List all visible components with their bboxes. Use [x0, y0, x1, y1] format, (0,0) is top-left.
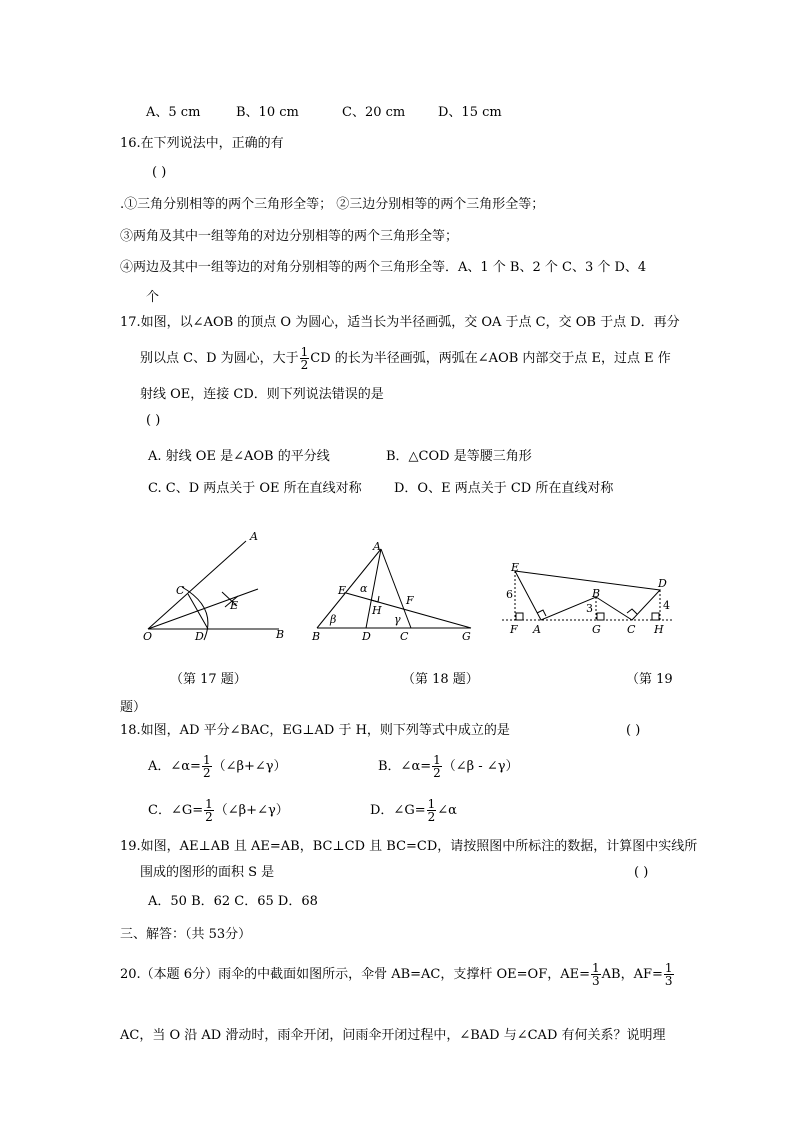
caption-fig19-cont: 题）: [120, 700, 147, 715]
q17-option-a: A. 射线 OE 是∠AOB 的平分线: [148, 449, 330, 464]
q16-statement-4: ④两边及其中一组等边的对角分别相等的两个三角形全等．A、1 个 B、2 个 C、3 个 D、4: [120, 260, 647, 275]
q16-statement-3: ③两角及其中一组等角的对边分别相等的两个三角形全等；: [120, 229, 459, 244]
fig17-label-a: A: [250, 530, 258, 543]
q17-option-d: D．O、E 两点关于 CD 所在直线对称: [394, 481, 614, 496]
q18-answer-paren: ( ): [626, 723, 641, 738]
fig18-label-c: C: [400, 630, 409, 643]
fig17-ray-oe: [148, 589, 258, 629]
q20-fraction-af-num: 1: [664, 961, 673, 975]
fig18-label-b: B: [312, 630, 321, 643]
q18-options-row-1: [148, 754, 519, 779]
q18-option-b: [378, 754, 519, 779]
fig19-label-h: H: [654, 623, 664, 636]
q17-line-2-pre: 别以点 C、D 为圆心，大于: [140, 351, 299, 366]
fig19-label-3: 3: [586, 602, 593, 615]
q17-line-3: 射线 OE，连接 CD．则下列说法错误的是: [140, 387, 384, 402]
q18-option-c-pre: C．∠G=: [148, 803, 204, 818]
q18-option-d-frac-num: 1: [427, 797, 436, 811]
q18-option-b-frac-den: 2: [433, 766, 441, 780]
q16-answer-paren: ( ): [152, 165, 167, 180]
fig19-label-d: D: [658, 577, 667, 590]
q20-fraction-ae-num: 1: [592, 961, 600, 975]
q20-fraction-af: [664, 962, 674, 987]
fig19-label-f: F: [510, 623, 518, 636]
q20-line-2: AC，当 O 沿 AD 滑动时，雨伞开闭，问雨伞开闭过程中，∠BAD 与∠CAD 有何关系？说明理: [120, 1028, 666, 1043]
q17-fraction-numerator: 1: [300, 345, 309, 359]
fig17-label-o: O: [143, 630, 153, 643]
fig17-label-c: C: [176, 584, 185, 597]
q19-line-2: 围成的图形的面积 S 是: [140, 865, 275, 880]
fig19-label-g: G: [592, 623, 601, 636]
q18-option-d: [370, 798, 457, 823]
q17-option-b: B．△COD 是等腰三角形: [386, 449, 532, 464]
q18-option-d-post: ∠α: [437, 803, 457, 818]
fig17-label-e: E: [230, 599, 239, 612]
fig18-label-g: G: [462, 630, 471, 643]
q18-stem: 18.如图，AD 平分∠BAC，EG⊥AD 于 H，则下列等式中成立的是: [120, 723, 510, 738]
q18-options-row-2: [148, 798, 457, 823]
q15-option-b: B、10 cm: [236, 105, 299, 120]
fig19-label-b: B: [592, 587, 601, 600]
section-3-title: 三、解答：（共 53分）: [120, 927, 252, 942]
q18-option-b-post: （∠β - ∠γ）: [442, 759, 519, 774]
fig19-label-a: A: [533, 623, 541, 636]
fig19-right-angle-c: [627, 609, 637, 614]
fig18-label-e: E: [338, 584, 347, 597]
fig19-label-6: 6: [506, 588, 513, 601]
q17-option-c: C. C、D 两点关于 OE 所在直线对称: [148, 481, 362, 496]
q17-fraction-denominator: 2: [300, 358, 309, 372]
q15-option-d: D、15 cm: [438, 105, 502, 120]
q18-option-a-pre: A．∠α=: [148, 759, 201, 774]
q18-option-a-frac-den: 2: [202, 766, 211, 780]
q18-option-a: [148, 754, 378, 779]
fig18-label-d: D: [362, 630, 371, 643]
q15-option-c: C、20 cm: [342, 105, 406, 120]
fig17-label-b: B: [276, 628, 285, 641]
q16-statement-4-cont: 个: [146, 290, 160, 305]
fig17-ray-oa: [148, 541, 246, 629]
fig19-right-angle-f: [516, 613, 523, 620]
fig19-right-angle-g: [597, 613, 604, 620]
q18-option-a-fraction: [202, 754, 212, 779]
fig18-label-a: A: [373, 540, 381, 553]
q16-stem: 16.在下列说法中，正确的有: [120, 136, 284, 151]
q20-line-1-mid: AB，AF=: [601, 967, 663, 982]
q19-answer-paren: ( ): [634, 865, 649, 880]
caption-fig18: （第 18 题）: [402, 672, 479, 687]
q20-line-1: [120, 962, 675, 987]
q17-line-1: 17.如图，以∠AOB 的顶点 O 为圆心，适当长为半径画弧，交 OA 于点 C，交 OB 于点 D．再分: [120, 315, 680, 330]
fig19-label-c: C: [627, 623, 636, 636]
caption-fig19: （第 19: [626, 672, 673, 687]
fig17-label-d: D: [195, 630, 204, 643]
q18-option-c: [148, 798, 370, 823]
q17-line-2-post: CD 的长为半径画弧，两弧在∠AOB 内部交于点 E，过点 E 作: [310, 351, 671, 366]
fig19-label-e: E: [511, 561, 520, 574]
fig18-label-f: F: [406, 594, 414, 607]
q19-line-1: 19.如图，AE⊥AB 且 AE=AB，BC⊥CD 且 BC=CD，请按照图中所标注的数据，计算图中实线所: [120, 839, 698, 854]
q18-option-d-fraction: [427, 798, 437, 823]
q20-line-1-pre: 20.（本题 6分）雨伞的中截面如图所示，伞骨 AB=AC，支撑杆 OE=OF，AE=: [120, 967, 590, 982]
q15-option-a: A、5 cm: [146, 105, 201, 120]
q18-option-d-frac-den: 2: [427, 810, 436, 824]
q18-option-c-frac-num: 1: [205, 797, 213, 811]
q17-answer-paren: ( ): [146, 413, 161, 428]
fig19-label-4: 4: [663, 599, 670, 612]
fig19-right-angle-h: [652, 613, 659, 620]
q18-option-c-post: （∠β+∠γ）: [214, 803, 289, 818]
fig18-label-alpha: α: [360, 582, 368, 595]
q18-option-b-pre: B．∠α=: [378, 759, 432, 774]
fig18-label-beta: β: [330, 613, 337, 626]
q20-fraction-ae: [591, 962, 601, 987]
q18-option-a-post: （∠β+∠γ）: [212, 759, 287, 774]
q20-fraction-ae-den: 3: [592, 974, 600, 988]
q18-option-d-pre: D．∠G=: [370, 803, 426, 818]
q20-fraction-af-den: 3: [664, 974, 673, 988]
q19-options: A．50 B．62 C．65 D．68: [148, 894, 318, 909]
q18-option-c-frac-den: 2: [205, 810, 213, 824]
q18-option-b-frac-num: 1: [433, 753, 441, 767]
fig18-label-gamma: γ: [394, 613, 401, 626]
caption-fig17: （第 17 题）: [170, 672, 247, 687]
fig18-label-h: H: [372, 604, 382, 617]
q18-option-a-frac-num: 1: [202, 753, 211, 767]
q16-statement-1-2: .①三角分别相等的两个三角形全等； ②三边分别相等的两个三角形全等；: [120, 197, 545, 212]
q18-option-c-fraction: [204, 798, 214, 823]
q18-option-b-fraction: [432, 754, 442, 779]
